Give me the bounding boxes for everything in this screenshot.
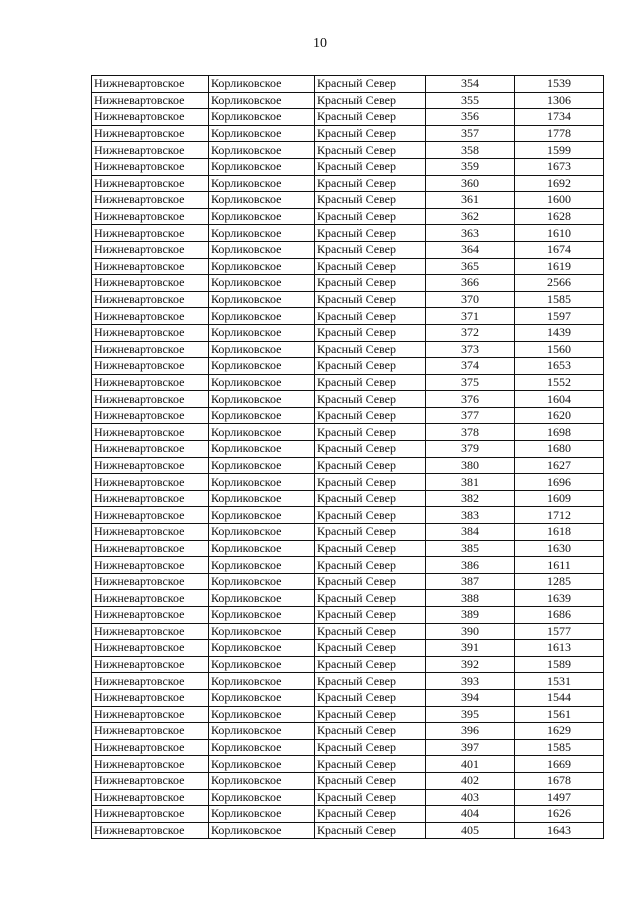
cell-value: 1629 [515, 723, 604, 740]
cell-company: Красный Север [315, 524, 426, 541]
cell-value: 1628 [515, 208, 604, 225]
cell-district: Нижневартовское [92, 291, 209, 308]
cell-value: 1611 [515, 557, 604, 574]
cell-company: Красный Север [315, 739, 426, 756]
cell-field: Корликовское [209, 441, 315, 458]
cell-district: Нижневартовское [92, 324, 209, 341]
cell-field: Корликовское [209, 673, 315, 690]
table-row [92, 109, 604, 126]
cell-field: Корликовское [209, 524, 315, 541]
cell-district: Нижневартовское [92, 573, 209, 590]
cell-field: Корликовское [209, 474, 315, 491]
cell-district: Нижневартовское [92, 656, 209, 673]
table-row [92, 772, 604, 789]
cell-company: Красный Север [315, 125, 426, 142]
cell-field: Корликовское [209, 76, 315, 93]
cell-number: 401 [426, 756, 515, 773]
table-row [92, 92, 604, 109]
cell-field: Корликовское [209, 557, 315, 574]
cell-number: 374 [426, 358, 515, 375]
cell-value: 1653 [515, 358, 604, 375]
cell-company: Красный Север [315, 142, 426, 159]
cell-company: Красный Север [315, 640, 426, 657]
cell-number: 358 [426, 142, 515, 159]
cell-number: 355 [426, 92, 515, 109]
cell-district: Нижневартовское [92, 441, 209, 458]
cell-district: Нижневартовское [92, 358, 209, 375]
cell-value: 1626 [515, 806, 604, 823]
table-row [92, 540, 604, 557]
cell-district: Нижневартовское [92, 673, 209, 690]
cell-field: Корликовское [209, 723, 315, 740]
cell-company: Красный Север [315, 341, 426, 358]
cell-district: Нижневартовское [92, 258, 209, 275]
page-number: 10 [313, 36, 327, 51]
cell-value: 1585 [515, 291, 604, 308]
cell-field: Корликовское [209, 789, 315, 806]
cell-field: Корликовское [209, 192, 315, 209]
cell-field: Корликовское [209, 573, 315, 590]
table-row [92, 573, 604, 590]
cell-district: Нижневартовское [92, 391, 209, 408]
table-row [92, 490, 604, 507]
cell-field: Корликовское [209, 109, 315, 126]
cell-number: 385 [426, 540, 515, 557]
cell-value: 1620 [515, 407, 604, 424]
cell-field: Корликовское [209, 424, 315, 441]
cell-number: 388 [426, 590, 515, 607]
cell-district: Нижневартовское [92, 507, 209, 524]
cell-value: 1698 [515, 424, 604, 441]
table-row [92, 441, 604, 458]
cell-field: Корликовское [209, 324, 315, 341]
cell-number: 404 [426, 806, 515, 823]
cell-number: 373 [426, 341, 515, 358]
table-row [92, 507, 604, 524]
cell-district: Нижневартовское [92, 540, 209, 557]
table-row [92, 125, 604, 142]
cell-district: Нижневартовское [92, 822, 209, 839]
cell-value: 1439 [515, 324, 604, 341]
cell-field: Корликовское [209, 822, 315, 839]
cell-district: Нижневартовское [92, 457, 209, 474]
cell-district: Нижневартовское [92, 756, 209, 773]
table-row [92, 557, 604, 574]
cell-district: Нижневартовское [92, 723, 209, 740]
cell-field: Корликовское [209, 208, 315, 225]
table-row [92, 208, 604, 225]
cell-field: Корликовское [209, 540, 315, 557]
cell-value: 1539 [515, 76, 604, 93]
cell-company: Красный Север [315, 291, 426, 308]
cell-district: Нижневартовское [92, 739, 209, 756]
cell-value: 1618 [515, 524, 604, 541]
cell-company: Красный Север [315, 573, 426, 590]
cell-district: Нижневартовское [92, 92, 209, 109]
cell-value: 1285 [515, 573, 604, 590]
cell-field: Корликовское [209, 341, 315, 358]
table-row [92, 806, 604, 823]
cell-value: 1627 [515, 457, 604, 474]
table-row [92, 524, 604, 541]
cell-company: Красный Север [315, 706, 426, 723]
cell-company: Красный Север [315, 490, 426, 507]
cell-value: 1597 [515, 308, 604, 325]
table-row [92, 241, 604, 258]
cell-company: Красный Север [315, 391, 426, 408]
cell-district: Нижневартовское [92, 76, 209, 93]
cell-field: Корликовское [209, 507, 315, 524]
cell-number: 375 [426, 374, 515, 391]
cell-company: Красный Север [315, 457, 426, 474]
table-row [92, 640, 604, 657]
cell-company: Красный Север [315, 175, 426, 192]
cell-district: Нижневартовское [92, 175, 209, 192]
cell-number: 389 [426, 607, 515, 624]
cell-company: Красный Север [315, 474, 426, 491]
table-row [92, 756, 604, 773]
cell-company: Красный Север [315, 656, 426, 673]
cell-district: Нижневартовское [92, 557, 209, 574]
cell-value: 1678 [515, 772, 604, 789]
cell-field: Корликовское [209, 158, 315, 175]
cell-field: Корликовское [209, 706, 315, 723]
cell-value: 1560 [515, 341, 604, 358]
cell-number: 390 [426, 623, 515, 640]
cell-company: Красный Север [315, 424, 426, 441]
cell-number: 381 [426, 474, 515, 491]
cell-company: Красный Север [315, 689, 426, 706]
table-row [92, 275, 604, 292]
cell-number: 359 [426, 158, 515, 175]
cell-value: 1734 [515, 109, 604, 126]
cell-company: Красный Север [315, 258, 426, 275]
cell-value: 1639 [515, 590, 604, 607]
cell-district: Нижневартовское [92, 623, 209, 640]
cell-company: Красный Север [315, 407, 426, 424]
cell-field: Корликовское [209, 291, 315, 308]
cell-district: Нижневартовское [92, 225, 209, 242]
table-row [92, 424, 604, 441]
cell-company: Красный Север [315, 772, 426, 789]
table-row [92, 324, 604, 341]
cell-field: Корликовское [209, 358, 315, 375]
table-row [92, 739, 604, 756]
table-row [92, 689, 604, 706]
cell-number: 379 [426, 441, 515, 458]
table-row [92, 291, 604, 308]
cell-number: 395 [426, 706, 515, 723]
cell-value: 1306 [515, 92, 604, 109]
cell-number: 393 [426, 673, 515, 690]
table-row [92, 76, 604, 93]
cell-value: 1778 [515, 125, 604, 142]
cell-field: Корликовское [209, 142, 315, 159]
cell-field: Корликовское [209, 391, 315, 408]
cell-number: 384 [426, 524, 515, 541]
cell-value: 1673 [515, 158, 604, 175]
wells-table [91, 75, 604, 839]
cell-number: 365 [426, 258, 515, 275]
cell-district: Нижневартовское [92, 640, 209, 657]
cell-number: 380 [426, 457, 515, 474]
cell-field: Корликовское [209, 640, 315, 657]
cell-company: Красный Север [315, 590, 426, 607]
cell-field: Корликовское [209, 225, 315, 242]
table-row [92, 374, 604, 391]
cell-value: 1686 [515, 607, 604, 624]
cell-value: 2566 [515, 275, 604, 292]
cell-number: 354 [426, 76, 515, 93]
cell-company: Красный Север [315, 789, 426, 806]
cell-company: Красный Север [315, 192, 426, 209]
cell-company: Красный Север [315, 225, 426, 242]
cell-district: Нижневартовское [92, 474, 209, 491]
cell-number: 386 [426, 557, 515, 574]
cell-value: 1589 [515, 656, 604, 673]
table-row [92, 673, 604, 690]
cell-field: Корликовское [209, 756, 315, 773]
cell-company: Красный Север [315, 507, 426, 524]
cell-district: Нижневартовское [92, 142, 209, 159]
table-row [92, 258, 604, 275]
cell-number: 402 [426, 772, 515, 789]
cell-value: 1674 [515, 241, 604, 258]
cell-number: 361 [426, 192, 515, 209]
cell-field: Корликовское [209, 407, 315, 424]
table-row [92, 175, 604, 192]
cell-value: 1692 [515, 175, 604, 192]
cell-company: Красный Север [315, 76, 426, 93]
cell-value: 1552 [515, 374, 604, 391]
table-row [92, 706, 604, 723]
table-row [92, 822, 604, 839]
cell-company: Красный Север [315, 756, 426, 773]
cell-number: 356 [426, 109, 515, 126]
cell-number: 376 [426, 391, 515, 408]
cell-value: 1613 [515, 640, 604, 657]
cell-field: Корликовское [209, 772, 315, 789]
table-row [92, 723, 604, 740]
cell-number: 378 [426, 424, 515, 441]
cell-field: Корликовское [209, 175, 315, 192]
cell-district: Нижневартовское [92, 109, 209, 126]
cell-value: 1619 [515, 258, 604, 275]
table-row [92, 308, 604, 325]
cell-company: Красный Север [315, 607, 426, 624]
cell-company: Красный Север [315, 441, 426, 458]
cell-number: 377 [426, 407, 515, 424]
cell-field: Корликовское [209, 457, 315, 474]
cell-number: 366 [426, 275, 515, 292]
cell-district: Нижневартовское [92, 158, 209, 175]
cell-company: Красный Север [315, 92, 426, 109]
cell-number: 357 [426, 125, 515, 142]
cell-company: Красный Север [315, 673, 426, 690]
cell-district: Нижневартовское [92, 789, 209, 806]
cell-company: Красный Север [315, 557, 426, 574]
cell-district: Нижневартовское [92, 689, 209, 706]
cell-district: Нижневартовское [92, 374, 209, 391]
cell-field: Корликовское [209, 308, 315, 325]
cell-number: 371 [426, 308, 515, 325]
table-row [92, 391, 604, 408]
table-row [92, 407, 604, 424]
table-row [92, 358, 604, 375]
cell-number: 382 [426, 490, 515, 507]
cell-field: Корликовское [209, 92, 315, 109]
table-body [92, 76, 604, 839]
cell-number: 392 [426, 656, 515, 673]
cell-field: Корликовское [209, 689, 315, 706]
table-row [92, 457, 604, 474]
cell-company: Красный Север [315, 109, 426, 126]
cell-district: Нижневартовское [92, 524, 209, 541]
cell-number: 363 [426, 225, 515, 242]
cell-value: 1669 [515, 756, 604, 773]
table-row [92, 789, 604, 806]
cell-number: 397 [426, 739, 515, 756]
cell-company: Красный Север [315, 623, 426, 640]
cell-company: Красный Север [315, 241, 426, 258]
cell-value: 1599 [515, 142, 604, 159]
cell-number: 360 [426, 175, 515, 192]
cell-value: 1577 [515, 623, 604, 640]
cell-number: 364 [426, 241, 515, 258]
table-row [92, 474, 604, 491]
cell-company: Красный Север [315, 308, 426, 325]
cell-company: Красный Север [315, 806, 426, 823]
cell-district: Нижневартовское [92, 772, 209, 789]
cell-value: 1609 [515, 490, 604, 507]
cell-field: Корликовское [209, 607, 315, 624]
cell-value: 1712 [515, 507, 604, 524]
cell-field: Корликовское [209, 590, 315, 607]
cell-district: Нижневартовское [92, 308, 209, 325]
cell-company: Красный Север [315, 723, 426, 740]
cell-company: Красный Север [315, 158, 426, 175]
cell-district: Нижневартовское [92, 341, 209, 358]
cell-district: Нижневартовское [92, 806, 209, 823]
cell-field: Корликовское [209, 275, 315, 292]
cell-field: Корликовское [209, 125, 315, 142]
cell-number: 372 [426, 324, 515, 341]
cell-company: Красный Север [315, 822, 426, 839]
cell-value: 1604 [515, 391, 604, 408]
cell-value: 1643 [515, 822, 604, 839]
cell-field: Корликовское [209, 241, 315, 258]
cell-value: 1531 [515, 673, 604, 690]
cell-number: 396 [426, 723, 515, 740]
cell-district: Нижневартовское [92, 241, 209, 258]
cell-district: Нижневартовское [92, 407, 209, 424]
cell-company: Красный Север [315, 374, 426, 391]
table-row [92, 656, 604, 673]
table-row [92, 158, 604, 175]
cell-number: 383 [426, 507, 515, 524]
cell-district: Нижневартовское [92, 125, 209, 142]
cell-field: Корликовское [209, 374, 315, 391]
cell-value: 1585 [515, 739, 604, 756]
cell-field: Корликовское [209, 806, 315, 823]
cell-company: Красный Север [315, 275, 426, 292]
cell-number: 403 [426, 789, 515, 806]
cell-value: 1696 [515, 474, 604, 491]
cell-value: 1630 [515, 540, 604, 557]
cell-company: Красный Север [315, 324, 426, 341]
cell-district: Нижневартовское [92, 424, 209, 441]
cell-number: 387 [426, 573, 515, 590]
cell-district: Нижневартовское [92, 590, 209, 607]
cell-number: 394 [426, 689, 515, 706]
cell-district: Нижневартовское [92, 275, 209, 292]
table-row [92, 225, 604, 242]
cell-number: 362 [426, 208, 515, 225]
table-row [92, 623, 604, 640]
cell-district: Нижневартовское [92, 607, 209, 624]
table-row [92, 192, 604, 209]
cell-value: 1610 [515, 225, 604, 242]
cell-company: Красный Север [315, 358, 426, 375]
cell-value: 1544 [515, 689, 604, 706]
cell-field: Корликовское [209, 656, 315, 673]
cell-district: Нижневартовское [92, 208, 209, 225]
cell-district: Нижневартовское [92, 706, 209, 723]
cell-value: 1561 [515, 706, 604, 723]
cell-number: 391 [426, 640, 515, 657]
cell-field: Корликовское [209, 623, 315, 640]
cell-number: 405 [426, 822, 515, 839]
table-row [92, 142, 604, 159]
cell-value: 1680 [515, 441, 604, 458]
cell-number: 370 [426, 291, 515, 308]
cell-company: Красный Север [315, 208, 426, 225]
cell-field: Корликовское [209, 739, 315, 756]
cell-value: 1497 [515, 789, 604, 806]
cell-district: Нижневартовское [92, 192, 209, 209]
cell-company: Красный Север [315, 540, 426, 557]
cell-value: 1600 [515, 192, 604, 209]
table-row [92, 590, 604, 607]
cell-district: Нижневартовское [92, 490, 209, 507]
cell-field: Корликовское [209, 490, 315, 507]
table-row [92, 341, 604, 358]
cell-field: Корликовское [209, 258, 315, 275]
table-row [92, 607, 604, 624]
